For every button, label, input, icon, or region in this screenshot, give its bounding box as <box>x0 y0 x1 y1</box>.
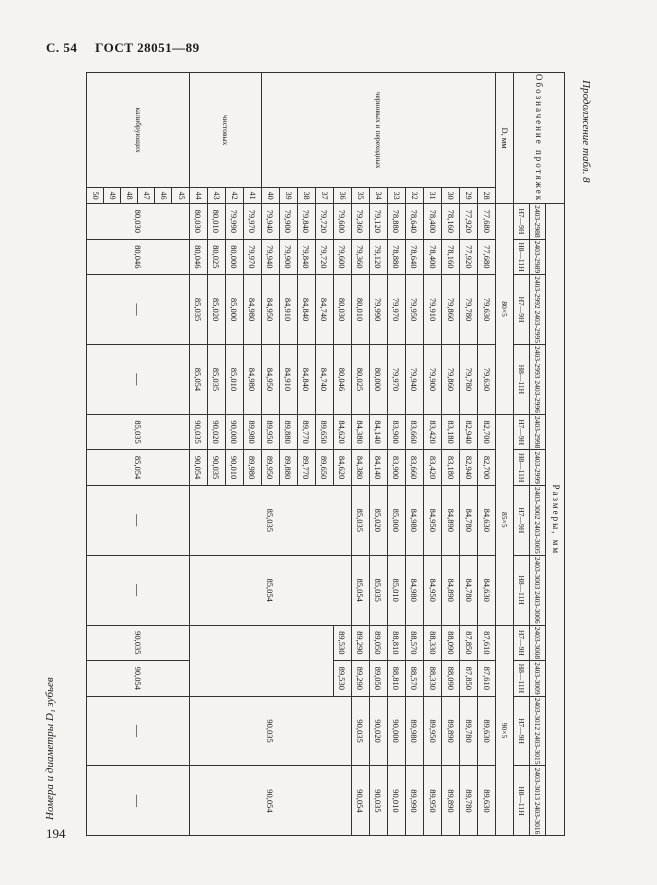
designation-header: 2403-3003 2403-3006 <box>529 555 545 625</box>
value-cell: 85,010 <box>225 344 243 414</box>
tooth-number: 47 <box>138 188 155 204</box>
tooth-number: 43 <box>207 188 225 204</box>
value-cell: 90,035 <box>207 450 225 486</box>
value-cell: 84,890 <box>441 485 459 555</box>
value-cell: 85,054 <box>189 344 207 414</box>
rotated-table <box>86 72 565 835</box>
value-cell: 83,900 <box>387 414 405 450</box>
value-cell: 84,910 <box>279 344 297 414</box>
tooth-number: 50 <box>87 188 104 204</box>
dash-cell: — <box>87 696 190 766</box>
value-cell: 83,180 <box>441 414 459 450</box>
value-cell: 80,046 <box>189 239 207 275</box>
value-cell: 84,630 <box>477 485 495 555</box>
tooth-number: 39 <box>279 188 297 204</box>
value-cell: 79,720 <box>315 239 333 275</box>
tooth-number: 30 <box>441 188 459 204</box>
size-group: 90×5 <box>495 625 513 836</box>
dash-cell: — <box>87 344 190 414</box>
value-cell: 79,940 <box>405 344 423 414</box>
tolerance-header: Н7—9Н <box>513 485 529 555</box>
tolerance-header: Н8—11Н <box>513 239 529 275</box>
value-cell: 83,660 <box>405 414 423 450</box>
value-cell: 88,570 <box>405 625 423 661</box>
value-cell: 90,010 <box>387 766 405 836</box>
merged-value: 90,054 <box>189 766 351 836</box>
value-cell: 80,010 <box>207 204 225 240</box>
value-cell: 83,420 <box>423 450 441 486</box>
value-cell: 84,380 <box>351 450 369 486</box>
value-cell: 84,620 <box>333 450 351 486</box>
value-cell: 89,950 <box>423 766 441 836</box>
value-cell: 84,620 <box>333 414 351 450</box>
value-cell: 90,054 <box>351 766 369 836</box>
value-cell: 89,050 <box>369 625 387 661</box>
value-cell: 89,950 <box>261 414 279 450</box>
value-cell: 82,940 <box>459 414 477 450</box>
value-cell: 82,700 <box>477 450 495 486</box>
size-group: 85×5 <box>495 414 513 625</box>
tooth-number: 41 <box>243 188 261 204</box>
designation-header: 2403-2999 <box>529 450 545 486</box>
value-cell: 84,140 <box>369 414 387 450</box>
tolerance-header: Н7—9Н <box>513 204 529 240</box>
tolerance-header: Н8—11Н <box>513 766 529 836</box>
value-cell: 83,180 <box>441 450 459 486</box>
value-cell: 89,530 <box>333 625 351 661</box>
designation-header: 2403-2989 <box>529 239 545 275</box>
value-cell: 89,950 <box>261 450 279 486</box>
merged-value: 80,030 <box>87 204 190 240</box>
value-cell: 90,020 <box>207 414 225 450</box>
value-cell: 82,700 <box>477 414 495 450</box>
value-cell: 79,900 <box>279 204 297 240</box>
value-cell: 88,330 <box>423 625 441 661</box>
value-cell: 88,090 <box>441 625 459 661</box>
tooth-number: 34 <box>369 188 387 204</box>
value-cell: 79,120 <box>369 239 387 275</box>
value-cell: 79,940 <box>261 204 279 240</box>
value-cell: 83,420 <box>423 414 441 450</box>
value-cell: 89,650 <box>315 450 333 486</box>
value-cell: 88,570 <box>405 661 423 697</box>
tooth-number: 32 <box>405 188 423 204</box>
value-cell: 89,630 <box>477 696 495 766</box>
merged-value: 85,054 <box>189 555 351 625</box>
value-cell: 79,860 <box>441 275 459 345</box>
dash-cell: — <box>87 275 190 345</box>
value-cell: 77,920 <box>459 239 477 275</box>
value-cell: 79,600 <box>333 239 351 275</box>
value-cell: 89,880 <box>279 450 297 486</box>
value-cell: 79,970 <box>387 344 405 414</box>
value-cell: 84,740 <box>315 344 333 414</box>
value-cell: 85,000 <box>387 485 405 555</box>
value-cell: 84,740 <box>315 275 333 345</box>
value-cell: 79,900 <box>423 344 441 414</box>
designation-header: 2403-2992 2403-2995 <box>529 275 545 345</box>
value-cell: 79,780 <box>459 275 477 345</box>
value-cell: 84,840 <box>297 344 315 414</box>
value-cell: 79,120 <box>369 204 387 240</box>
value-cell: 89,890 <box>441 766 459 836</box>
tooth-number: 35 <box>351 188 369 204</box>
value-cell: 84,980 <box>405 555 423 625</box>
value-cell: 79,840 <box>297 239 315 275</box>
designation-header: 2403-3012 2403-3015 <box>529 696 545 766</box>
value-cell: 79,780 <box>459 344 477 414</box>
value-cell: 85,035 <box>369 555 387 625</box>
value-cell: 83,900 <box>387 450 405 486</box>
dash-cell: — <box>87 766 190 836</box>
page-label: С. 54 <box>46 40 78 55</box>
value-cell: 90,035 <box>351 696 369 766</box>
value-cell: 79,970 <box>243 239 261 275</box>
size-group: 80×5 <box>495 204 513 415</box>
value-cell: 78,880 <box>387 204 405 240</box>
value-cell: 83,660 <box>405 450 423 486</box>
tooth-number: 42 <box>225 188 243 204</box>
value-cell: 78,640 <box>405 204 423 240</box>
tooth-number: 29 <box>459 188 477 204</box>
tolerance-header: Н7—9Н <box>513 696 529 766</box>
merged-value: 85,054 <box>87 450 190 486</box>
value-cell: 82,940 <box>459 450 477 486</box>
value-cell: 79,940 <box>261 239 279 275</box>
value-cell: 79,910 <box>423 275 441 345</box>
value-cell: 79,720 <box>315 204 333 240</box>
page-header <box>46 40 214 56</box>
value-cell: 78,160 <box>441 204 459 240</box>
value-cell: 89,880 <box>279 414 297 450</box>
value-cell: 80,000 <box>369 344 387 414</box>
value-cell: 89,290 <box>351 625 369 661</box>
value-cell: 88,810 <box>387 661 405 697</box>
value-cell: 79,600 <box>333 204 351 240</box>
standard-number: ГОСТ 28051—89 <box>95 40 200 55</box>
tolerance-header: Н7—9Н <box>513 275 529 345</box>
value-cell: 84,380 <box>351 414 369 450</box>
sizes-title: Размеры, мм <box>546 204 565 836</box>
designation-header: 2403-3002 2403-3005 <box>529 485 545 555</box>
value-cell: 80,030 <box>333 275 351 345</box>
value-cell: 84,780 <box>459 485 477 555</box>
row-header-designation: Обозначение протяжек <box>513 73 564 204</box>
merged-value: 90,054 <box>87 661 190 697</box>
value-cell: 89,980 <box>243 414 261 450</box>
value-cell: 84,980 <box>243 344 261 414</box>
tooth-number: 33 <box>387 188 405 204</box>
value-cell: 88,090 <box>441 661 459 697</box>
tolerance-header: Н7—9Н <box>513 625 529 661</box>
value-cell: 84,950 <box>261 344 279 414</box>
value-cell: 80,025 <box>207 239 225 275</box>
value-cell: 79,840 <box>297 204 315 240</box>
dimensions-table <box>86 72 565 836</box>
dash-cell: — <box>87 555 190 625</box>
value-cell: 78,160 <box>441 239 459 275</box>
tooth-number: 38 <box>297 188 315 204</box>
value-cell: 79,990 <box>369 275 387 345</box>
diameter-header: D, мм <box>495 73 513 204</box>
value-cell: 89,650 <box>315 414 333 450</box>
tooth-number: 44 <box>189 188 207 204</box>
value-cell: 87,850 <box>459 661 477 697</box>
value-cell: 79,950 <box>405 275 423 345</box>
tolerance-header: Н7—9Н <box>513 414 529 450</box>
designation-header: 2403-2998 <box>529 414 545 450</box>
value-cell: 77,920 <box>459 204 477 240</box>
value-cell: 84,950 <box>423 555 441 625</box>
designation-header: 2403-3009 <box>529 661 545 697</box>
side-group-rough: черновых и переходных <box>261 73 495 188</box>
value-cell: 80,030 <box>189 204 207 240</box>
value-cell: 84,890 <box>441 555 459 625</box>
tooth-number: 36 <box>333 188 351 204</box>
value-cell: 84,630 <box>477 555 495 625</box>
value-cell: 85,035 <box>189 275 207 345</box>
value-cell: 89,050 <box>369 661 387 697</box>
value-cell: 90,020 <box>369 696 387 766</box>
value-cell: 79,360 <box>351 204 369 240</box>
value-cell: 78,880 <box>387 239 405 275</box>
tolerance-header: Н8—11Н <box>513 661 529 697</box>
value-cell: 85,000 <box>225 275 243 345</box>
merged-value: 80,046 <box>87 239 190 275</box>
value-cell: 78,640 <box>405 239 423 275</box>
value-cell: 89,890 <box>441 696 459 766</box>
value-cell: 90,035 <box>189 414 207 450</box>
tolerance-header: Н8—11Н <box>513 555 529 625</box>
dash-cell: — <box>87 485 190 555</box>
value-cell: 89,290 <box>351 661 369 697</box>
value-cell: 84,840 <box>297 275 315 345</box>
value-cell: 87,610 <box>477 625 495 661</box>
value-cell: 85,035 <box>207 344 225 414</box>
value-cell: 79,860 <box>441 344 459 414</box>
value-cell: 85,035 <box>351 485 369 555</box>
value-cell: 84,950 <box>423 485 441 555</box>
side-group-finish: чистовых <box>189 73 261 188</box>
value-cell: 84,950 <box>261 275 279 345</box>
tolerance-header: Н8—11Н <box>513 344 529 414</box>
designation-header: 2403-3013 2403-3016 <box>529 766 545 836</box>
value-cell: 80,000 <box>225 239 243 275</box>
value-cell: 84,980 <box>405 485 423 555</box>
value-cell: 77,680 <box>477 204 495 240</box>
value-cell: 78,400 <box>423 204 441 240</box>
value-cell: 80,046 <box>333 344 351 414</box>
tooth-number: 37 <box>315 188 333 204</box>
value-cell: 88,810 <box>387 625 405 661</box>
value-cell: 79,900 <box>279 239 297 275</box>
value-cell: 89,770 <box>297 450 315 486</box>
value-cell: 90,054 <box>189 450 207 486</box>
value-cell: 84,780 <box>459 555 477 625</box>
merged-value: 90,035 <box>87 625 190 661</box>
tooth-number: 28 <box>477 188 495 204</box>
tooth-number: 31 <box>423 188 441 204</box>
value-cell: 77,680 <box>477 239 495 275</box>
value-cell: 89,530 <box>333 661 351 697</box>
tooth-number: 45 <box>172 188 189 204</box>
side-group-calibrating: калибрующих <box>87 73 190 188</box>
value-cell: 89,950 <box>423 696 441 766</box>
tooth-number: 48 <box>121 188 138 204</box>
value-cell: 87,850 <box>459 625 477 661</box>
value-cell: 90,000 <box>387 696 405 766</box>
value-cell: 89,770 <box>297 414 315 450</box>
designation-header: 2403-2988 <box>529 204 545 240</box>
value-cell: 79,990 <box>225 204 243 240</box>
value-cell: 84,140 <box>369 450 387 486</box>
value-cell: 89,980 <box>243 450 261 486</box>
value-cell: 85,010 <box>387 555 405 625</box>
value-cell: 79,970 <box>243 204 261 240</box>
value-cell: 79,630 <box>477 344 495 414</box>
merged-value: 85,035 <box>87 414 190 450</box>
merged-value: 90,035 <box>189 696 351 766</box>
value-cell: 84,980 <box>243 275 261 345</box>
designation-header: 2403-2993 2403-2996 <box>529 344 545 414</box>
value-cell: 88,330 <box>423 661 441 697</box>
value-cell: 85,020 <box>207 275 225 345</box>
value-cell: 89,780 <box>459 696 477 766</box>
value-cell: 85,054 <box>351 555 369 625</box>
value-cell: 80,025 <box>351 344 369 414</box>
value-cell: 89,780 <box>459 766 477 836</box>
value-cell: 89,980 <box>405 696 423 766</box>
value-cell: 89,990 <box>405 766 423 836</box>
designation-header: 2403-3008 <box>529 625 545 661</box>
page-number: 194 <box>46 826 66 841</box>
tooth-number: 46 <box>155 188 172 204</box>
value-cell: 84,910 <box>279 275 297 345</box>
value-cell: 79,360 <box>351 239 369 275</box>
value-cell: 90,000 <box>225 414 243 450</box>
value-cell: 87,610 <box>477 661 495 697</box>
value-cell: 78,400 <box>423 239 441 275</box>
value-cell: 79,630 <box>477 275 495 345</box>
side-caption: Номера и диаметры D₁ зубьев <box>44 677 56 820</box>
table-continuation-caption: Продолжение табл. 8 <box>580 80 592 183</box>
value-cell: 90,010 <box>225 450 243 486</box>
value-cell: 85,020 <box>369 485 387 555</box>
tooth-number: 40 <box>261 188 279 204</box>
tolerance-header: Н8—11Н <box>513 450 529 486</box>
value-cell: 80,010 <box>351 275 369 345</box>
value-cell: 89,630 <box>477 766 495 836</box>
tooth-number: 49 <box>104 188 121 204</box>
value-cell: 79,970 <box>387 275 405 345</box>
value-cell: 90,035 <box>369 766 387 836</box>
merged-value: 85,035 <box>189 485 351 555</box>
